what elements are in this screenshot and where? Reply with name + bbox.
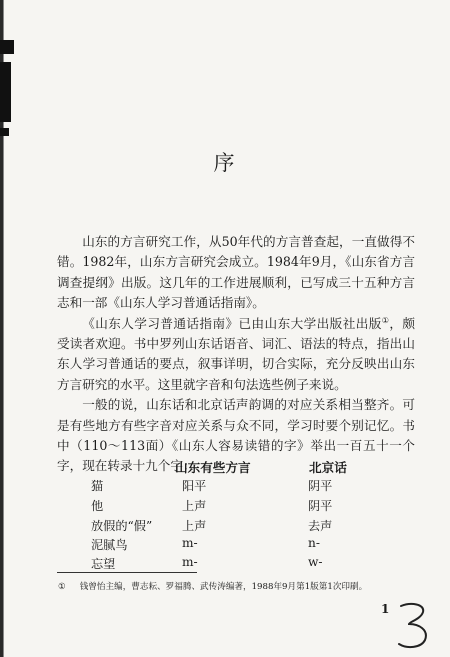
table-word: 忘望 [91,557,116,571]
table-beijing-value: n- [308,536,320,550]
paragraph: 山东的方言研究工作，从50年代的方言普查起，一直做得不错。1982年，山东方言研究会成立。1984年9月，《山东省方言调查提纲》出版。这几年的工作进展顺利，已写成三十五种方言志和一部《山东人学习普通话指南》。 [57,234,415,311]
footnote-text: 钱曾怡主编，曹志耘、罗福腾、武传涛编著，1988年9月第1版第1次印刷。 [79,582,368,592]
table-beijing-value: 阴平 [308,499,333,513]
table-beijing-value: 阴平 [308,479,333,493]
table-header-beijing: 北京话 [309,460,347,475]
table-shandong-value: m- [182,536,198,550]
footnote-ref[interactable]: ① [381,315,390,325]
handwritten-mark [395,600,435,652]
table-shandong-value: 阳平 [182,479,207,493]
table-word: 泥腻鸟 [91,538,128,552]
table-beijing-value: w- [308,555,323,569]
binding-mark [0,62,11,122]
paragraph-text: ，颇受读者欢迎。书中罗列山东话语音、词汇、语法的特点，指出山东人学习普通话的要点，叙事详明，切合实际，充分反映出山东方言研究的水平。这里就字音和句法选些例子来说。 [57,315,416,392]
table-word: 猫 [91,479,104,493]
table-beijing-value: 去声 [308,519,333,533]
table-shandong-value: 上声 [182,499,207,513]
body-text [57,232,415,477]
footnote [58,580,367,592]
paragraph: 一般的说，山东话和北京话声韵调的对应关系相当整齐。可是有些地方有些字音对应关系与众不同，学习时要个别记忆。书中（110～113面）《山东人容易读错的字》举出一百五十一个字，现在转录十九个字： [57,397,415,474]
footnote-mark: ① [58,582,66,592]
table-shandong-value: m- [182,555,198,569]
table-shandong-value: 上声 [182,519,207,533]
table-word: 他 [91,499,104,513]
binding-mark [0,128,9,136]
page-title: 序 [213,151,237,175]
table-word: 放假的“假” [91,519,153,533]
paragraph-text: 《山东人学习普通话指南》已由山东大学出版社出版 [82,315,382,331]
footnote-divider [57,572,197,573]
paragraph [57,314,415,396]
binding-mark [0,40,14,54]
page-number: 1 [381,602,390,616]
table-header-shandong: 山东有些方言 [175,460,251,475]
